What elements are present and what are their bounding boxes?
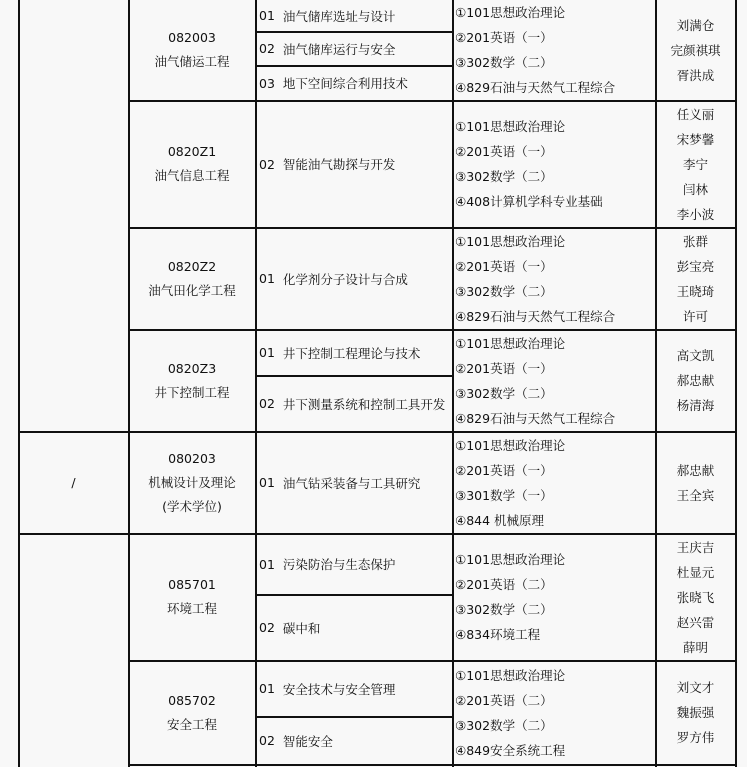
direction-name: 污染防治与生态保护: [282, 557, 396, 572]
major-note: (学术学位): [162, 498, 222, 514]
exam-subject: ①101思想政治理论: [455, 667, 566, 683]
direction-number: 01: [259, 345, 275, 360]
tutor-name: 王庆吉: [676, 539, 715, 555]
exam-subject: ④844 机械原理: [455, 512, 545, 528]
tutor-name: 闫林: [682, 181, 708, 197]
major-code: 0820Z3: [167, 360, 217, 376]
direction-name: 化学剂分子设计与合成: [282, 271, 408, 287]
tutor-name: 完颜祺琪: [670, 42, 721, 58]
major-name: 环境工程: [166, 601, 217, 616]
exam-subject: ③302数学（二）: [455, 283, 553, 299]
direction-cell: [256, 330, 452, 375]
tutors-cell: [656, 228, 735, 329]
tutor-name: 郝忠献: [676, 462, 715, 478]
exam-subject: ②201英语（二）: [455, 577, 553, 592]
major-cell: [129, 228, 255, 329]
direction-cell: [256, 32, 452, 65]
exam-subject: ②201英语（一）: [455, 144, 553, 159]
major-name: 安全工程: [166, 716, 217, 732]
exam-subject: ③302数学（二）: [455, 602, 553, 617]
exam-subject: ④829石油与天然气工程综合: [455, 308, 616, 324]
direction-name: 智能油气勘探与开发: [282, 157, 396, 172]
direction-number: 01: [259, 271, 275, 286]
exam-subject: ②201英语（一）: [455, 30, 553, 45]
direction-number: 02: [259, 156, 275, 172]
major-cell: [129, 101, 255, 227]
major-cell: [129, 0, 255, 100]
exam-subjects-cell: [453, 0, 655, 100]
direction-number: 02: [259, 620, 275, 635]
tutors-cell: [656, 101, 735, 227]
tutors-cell: [656, 330, 735, 431]
direction-cell: [256, 101, 452, 227]
tutors-cell: [656, 432, 735, 533]
exam-subject: ③302数学（二）: [455, 169, 553, 184]
exam-subject: ①101思想政治理论: [455, 437, 566, 453]
tutors-cell: [656, 0, 735, 100]
tutor-name: 魏振强: [676, 705, 715, 720]
direction-number: 02: [259, 396, 275, 411]
tutor-name: 彭宝亮: [676, 258, 715, 274]
exam-subject: ②201英语（一）: [455, 360, 553, 376]
direction-number: 01: [259, 475, 275, 490]
major-code: 085702: [168, 692, 216, 708]
major-name: 油气储运工程: [154, 54, 230, 69]
tutor-name: 杨清海: [676, 398, 715, 413]
tutor-name: 刘文才: [676, 680, 715, 695]
tutor-name: 王晓琦: [676, 283, 715, 299]
exam-subjects-cell: [453, 228, 655, 329]
exam-subject: ②201英语（一）: [455, 258, 553, 274]
exam-subject: ④829石油与天然气工程综合: [455, 80, 616, 95]
direction-cell: [256, 534, 452, 594]
tutors-cell: [656, 661, 735, 764]
exam-subject: ③302数学（二）: [455, 55, 553, 70]
direction-number: 01: [259, 681, 275, 696]
tutor-name: 赵兴雷: [676, 614, 715, 630]
exam-subject: ①101思想政治理论: [455, 335, 566, 351]
exam-subjects-cell: [453, 330, 655, 431]
direction-number: 02: [259, 41, 275, 56]
major-cell: [129, 661, 255, 764]
direction-name: 井下测量系统和控制工具开发: [282, 396, 446, 412]
direction-cell: [256, 432, 452, 533]
major-name: 油气信息工程: [154, 168, 230, 183]
direction-cell: [256, 661, 452, 716]
major-name: 油气田化学工程: [148, 282, 236, 298]
direction-name: 井下控制工程理论与技术: [282, 345, 421, 361]
grid-line: [128, 764, 736, 766]
grid-line: [735, 0, 737, 767]
exam-subjects-cell: [453, 432, 655, 533]
exam-subject: ③302数学（二）: [455, 385, 553, 401]
exam-subject: ②201英语（一）: [455, 462, 553, 478]
exam-subject: ③301数学（一）: [455, 487, 553, 503]
exam-subject: ④408计算机学科专业基础: [455, 194, 603, 209]
major-cell: [129, 330, 255, 431]
exam-subject: ④829石油与天然气工程综合: [455, 410, 616, 426]
direction-name: 智能安全: [282, 733, 333, 749]
major-name: 井下控制工程: [154, 384, 230, 400]
direction-name: 油气储库运行与安全: [282, 41, 396, 57]
major-code: 0820Z2: [167, 258, 217, 274]
direction-number: 03: [259, 75, 275, 91]
department-name: /: [71, 475, 76, 490]
tutor-name: 王全宾: [676, 487, 715, 503]
tutor-name: 郝忠献: [676, 373, 715, 388]
direction-number: 01: [259, 556, 275, 572]
direction-cell: [256, 376, 452, 431]
tutor-name: 刘满仓: [676, 17, 715, 33]
major-cell: [129, 534, 255, 660]
tutor-name: 李小波: [676, 206, 715, 222]
direction-name: 碳中和: [282, 620, 321, 636]
exam-subject: ①101思想政治理论: [455, 5, 566, 20]
major-code: 080203: [168, 450, 216, 466]
tutor-name: 胥洪成: [676, 67, 715, 83]
exam-subject: ①101思想政治理论: [455, 552, 566, 567]
exam-subject: ④849安全系统工程: [455, 742, 566, 758]
direction-number: 02: [259, 733, 275, 748]
major-name: 机械设计及理论: [148, 474, 236, 490]
tutor-name: 张晓飞: [676, 589, 715, 605]
major-code: 085701: [168, 577, 216, 592]
direction-name: 地下空间综合利用技术: [282, 76, 408, 91]
direction-cell: [256, 228, 452, 329]
tutor-name: 李宁: [682, 156, 708, 172]
direction-cell: [256, 66, 452, 100]
grid-line: [18, 0, 20, 767]
exam-subjects-cell: [453, 661, 655, 764]
exam-subject: ④834环境工程: [455, 627, 541, 642]
tutor-name: 薛明: [682, 639, 708, 655]
direction-cell: [256, 717, 452, 764]
exam-subjects-cell: [453, 101, 655, 227]
direction-name: 油气储库选址与设计: [282, 8, 396, 24]
tutor-name: 高文凯: [676, 348, 715, 363]
exam-subject: ①101思想政治理论: [455, 119, 566, 134]
tutor-name: 杜显元: [676, 564, 715, 580]
direction-name: 油气钻采装备与工具研究: [282, 475, 421, 491]
direction-number: 01: [259, 8, 275, 23]
exam-subject: ③302数学（二）: [455, 717, 553, 733]
direction-name: 安全技术与安全管理: [282, 681, 396, 697]
direction-cell: [256, 595, 452, 660]
direction-cell: [256, 0, 452, 31]
exam-subject: ②201英语（二）: [455, 692, 553, 708]
tutor-name: 张群: [682, 233, 708, 249]
major-cell: [129, 432, 255, 533]
tutor-name: 许可: [682, 308, 708, 324]
tutor-name: 宋梦馨: [676, 131, 715, 147]
exam-subject: ①101思想政治理论: [455, 233, 566, 249]
exam-subjects-cell: [453, 534, 655, 660]
major-code: 082003: [168, 30, 216, 45]
department-cell: [19, 432, 128, 533]
tutor-name: 任义丽: [676, 106, 715, 122]
tutor-name: 罗方伟: [676, 730, 715, 745]
tutors-cell: [656, 534, 735, 660]
major-code: 0820Z1: [167, 144, 217, 159]
